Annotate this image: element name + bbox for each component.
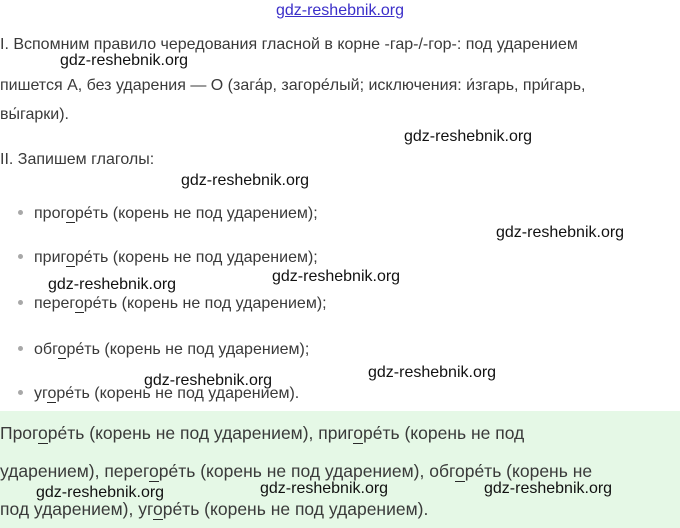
summary-line-3: под ударением), угоре́ть (корень не под ударением). [0,499,429,519]
list-item [18,205,318,223]
bullet-icon [18,390,23,395]
summary-line-1: Прогоре́ть (корень не под ударением), пригоре́ть (корень не под [0,423,525,443]
watermark: gdz-reshebnik.org [484,480,613,497]
site-header-link[interactable]: gdz-reshebnik.org [275,2,405,19]
verb-prefix: обг [34,341,58,358]
list-item [18,295,327,313]
verb-prefix: прог [34,205,66,222]
watermark: gdz-reshebnik.org [404,128,533,145]
bullet-icon [18,254,23,259]
answer-summary-box [0,411,680,528]
watermark: gdz-reshebnik.org [272,268,401,285]
bullet-icon [18,346,23,351]
vowel-mark: о [74,295,84,312]
watermark: gdz-reshebnik.org [144,372,273,389]
watermark: gdz-reshebnik.org [48,276,177,293]
verb-prefix: перег [34,295,75,312]
verb-rest: ре́ть (корень не под ударением); [74,249,318,266]
verb-prefix: приг [34,249,66,266]
watermark: gdz-reshebnik.org [181,172,310,189]
verb-rest: ре́ть (корень не под ударением); [74,205,318,222]
bullet-icon [18,300,23,305]
vowel-mark: о [57,341,67,358]
watermark: gdz-reshebnik.org [60,52,189,69]
vowel-mark: о [47,385,57,402]
vowel-mark: о [65,249,75,266]
watermark: gdz-reshebnik.org [368,364,497,381]
vowel-mark: о [65,205,75,222]
verb-rest: ре́ть (корень не под ударением). [56,385,300,402]
verb-prefix: уг [34,385,48,402]
list-item [18,249,318,267]
list-item [18,341,309,359]
watermark: gdz-reshebnik.org [496,224,625,241]
watermark: gdz-reshebnik.org [36,484,165,501]
rule-line-3: вы́гарки). [0,106,69,123]
rule-line-1: I. Вспомним правило чередования гласной в корне -гар-/-гор-: под ударением [0,36,578,53]
section-heading: II. Запишем глаголы: [0,151,155,168]
bullet-icon [18,210,23,215]
rule-line-2: пишется А, без ударения — О (зага́р, загоре́лый; исключения: и́згарь, при́гарь, [0,77,586,94]
verb-rest: ре́ть (корень не под ударением); [66,341,310,358]
verb-rest: ре́ть (корень не под ударением); [83,295,327,312]
watermark: gdz-reshebnik.org [260,480,389,497]
summary-line-2: ударением), перегоре́ть (корень не под ударением), обгоре́ть (корень не [0,461,593,481]
